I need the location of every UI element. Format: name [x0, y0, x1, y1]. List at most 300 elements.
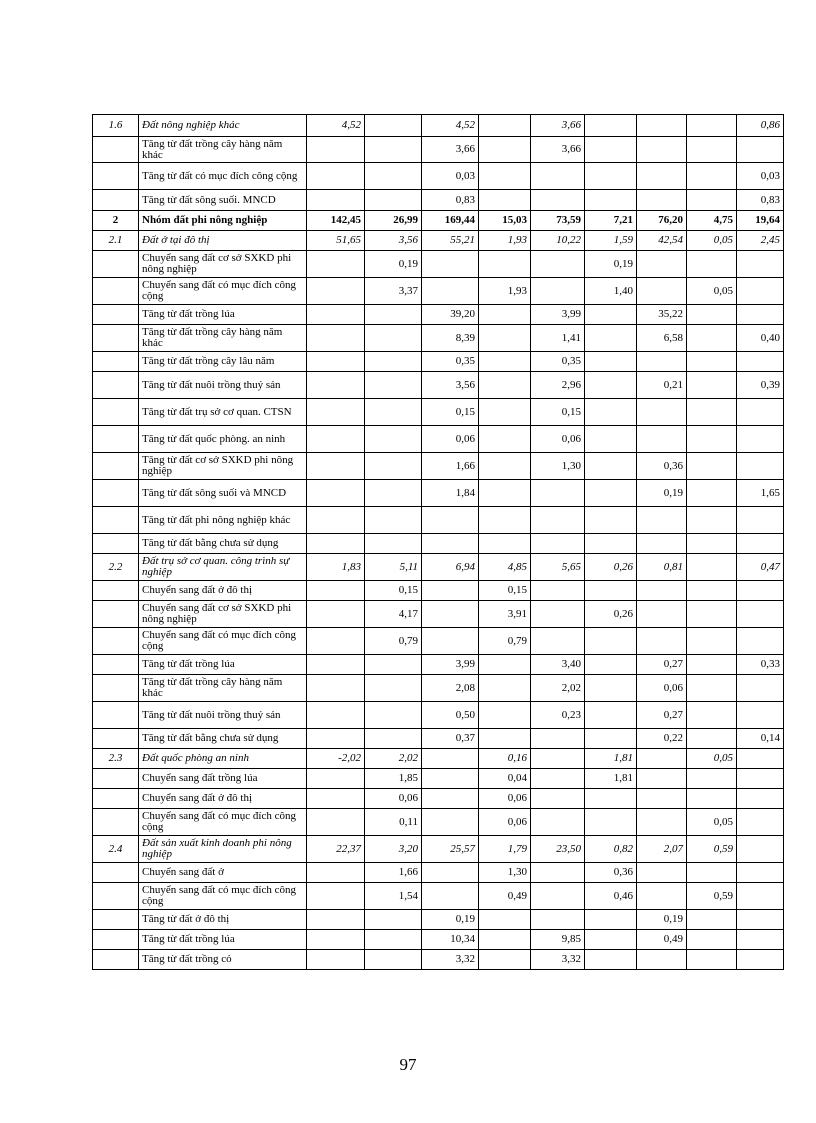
- value-cell: 1,54: [365, 883, 422, 910]
- value-cell: 0,79: [479, 628, 531, 655]
- value-cell: 0,49: [479, 883, 531, 910]
- value-cell: [737, 789, 784, 809]
- value-cell: [307, 769, 365, 789]
- value-cell: 6,58: [637, 325, 687, 352]
- row-label-cell: Chuyển sang đất ở đô thị: [139, 789, 307, 809]
- value-cell: 3,66: [422, 137, 479, 163]
- value-cell: [365, 702, 422, 729]
- row-label-cell: Tăng từ đất bằng chưa sử dụng: [139, 534, 307, 554]
- value-cell: 1,66: [365, 863, 422, 883]
- row-code-cell: [93, 930, 139, 950]
- value-cell: [737, 628, 784, 655]
- value-cell: 0,06: [422, 426, 479, 453]
- row-label-cell: Chuyển sang đất cơ sở SXKD phi nông nghiệp: [139, 601, 307, 628]
- value-cell: [687, 729, 737, 749]
- value-cell: [531, 628, 585, 655]
- table-row: [93, 836, 784, 863]
- value-cell: [307, 480, 365, 507]
- row-label-cell: Tăng từ đất nuôi trồng thuỷ sản: [139, 702, 307, 729]
- value-cell: [479, 115, 531, 137]
- value-cell: [479, 480, 531, 507]
- page-number: 97: [399, 1055, 417, 1074]
- value-cell: [307, 655, 365, 675]
- value-cell: 9,85: [531, 930, 585, 950]
- row-label-cell: Tăng từ đất sông suối và MNCD: [139, 480, 307, 507]
- row-label-cell: Tăng từ đất trồng cây hàng năm khác: [139, 137, 307, 163]
- value-cell: 3,66: [531, 137, 585, 163]
- value-cell: 5,11: [365, 554, 422, 581]
- value-cell: [737, 702, 784, 729]
- value-cell: [687, 305, 737, 325]
- value-cell: 1,40: [585, 278, 637, 305]
- value-cell: 0,06: [479, 789, 531, 809]
- value-cell: 6,94: [422, 554, 479, 581]
- value-cell: [737, 675, 784, 702]
- table-row: [93, 809, 784, 836]
- value-cell: [737, 305, 784, 325]
- value-cell: 0,79: [365, 628, 422, 655]
- value-cell: [307, 950, 365, 970]
- value-cell: [531, 910, 585, 930]
- value-cell: 1,30: [479, 863, 531, 883]
- value-cell: [637, 137, 687, 163]
- table-row: [93, 305, 784, 325]
- table-row: [93, 352, 784, 372]
- row-code-cell: [93, 950, 139, 970]
- value-cell: 25,57: [422, 836, 479, 863]
- value-cell: 3,56: [365, 231, 422, 251]
- value-cell: [737, 352, 784, 372]
- row-label-cell: Tăng từ đất cơ sở SXKD phi nông nghiệp: [139, 453, 307, 480]
- value-cell: [422, 507, 479, 534]
- row-code-cell: [93, 251, 139, 278]
- table-row: [93, 278, 784, 305]
- value-cell: [637, 809, 687, 836]
- value-cell: [737, 930, 784, 950]
- row-label-cell: Tăng từ đất trồng lúa: [139, 930, 307, 950]
- value-cell: 0,04: [479, 769, 531, 789]
- value-cell: [585, 325, 637, 352]
- value-cell: [479, 426, 531, 453]
- value-cell: [307, 325, 365, 352]
- table-row: [93, 507, 784, 534]
- value-cell: [531, 883, 585, 910]
- value-cell: 2,02: [365, 749, 422, 769]
- value-cell: 2,07: [637, 836, 687, 863]
- value-cell: [637, 163, 687, 190]
- row-code-cell: [93, 352, 139, 372]
- value-cell: [687, 930, 737, 950]
- row-code-cell: 1.6: [93, 115, 139, 137]
- row-label-cell: Chuyển sang đất ở đô thị: [139, 581, 307, 601]
- row-code-cell: 2: [93, 211, 139, 231]
- value-cell: [687, 480, 737, 507]
- value-cell: 0,06: [479, 809, 531, 836]
- row-label-cell: Tăng từ đất có mục đích công cộng: [139, 163, 307, 190]
- value-cell: 0,05: [687, 749, 737, 769]
- table-row: [93, 325, 784, 352]
- value-cell: 0,36: [585, 863, 637, 883]
- value-cell: [585, 480, 637, 507]
- value-cell: 3,99: [422, 655, 479, 675]
- value-cell: [307, 729, 365, 749]
- row-label-cell: Tăng từ đất sông suối. MNCD: [139, 190, 307, 211]
- value-cell: [422, 883, 479, 910]
- value-cell: 1,66: [422, 453, 479, 480]
- row-code-cell: [93, 789, 139, 809]
- row-code-cell: 2.1: [93, 231, 139, 251]
- value-cell: 0,82: [585, 836, 637, 863]
- value-cell: [737, 863, 784, 883]
- value-cell: 10,22: [531, 231, 585, 251]
- row-code-cell: 2.4: [93, 836, 139, 863]
- table-row: [93, 675, 784, 702]
- value-cell: 0,36: [637, 453, 687, 480]
- value-cell: [687, 163, 737, 190]
- value-cell: [365, 115, 422, 137]
- row-code-cell: [93, 628, 139, 655]
- value-cell: [585, 910, 637, 930]
- table-row: [93, 211, 784, 231]
- value-cell: 4,52: [307, 115, 365, 137]
- row-label-cell: Tăng từ đất ở đô thị: [139, 910, 307, 930]
- row-code-cell: [93, 137, 139, 163]
- value-cell: [531, 769, 585, 789]
- row-label-cell: Tăng từ đất trồng lúa: [139, 655, 307, 675]
- value-cell: [737, 137, 784, 163]
- value-cell: [637, 426, 687, 453]
- value-cell: 0,83: [737, 190, 784, 211]
- row-label-cell: Tăng từ đất bằng chưa sử dụng: [139, 729, 307, 749]
- table-row: [93, 749, 784, 769]
- table-row: [93, 883, 784, 910]
- row-code-cell: [93, 426, 139, 453]
- value-cell: [687, 352, 737, 372]
- value-cell: 1,93: [479, 278, 531, 305]
- value-cell: 23,50: [531, 836, 585, 863]
- value-cell: 0,83: [422, 190, 479, 211]
- value-cell: [307, 352, 365, 372]
- value-cell: [737, 426, 784, 453]
- value-cell: [737, 278, 784, 305]
- value-cell: [737, 581, 784, 601]
- value-cell: 4,85: [479, 554, 531, 581]
- value-cell: 0,26: [585, 601, 637, 628]
- row-code-cell: [93, 534, 139, 554]
- value-cell: [365, 534, 422, 554]
- value-cell: 0,05: [687, 231, 737, 251]
- value-cell: [531, 863, 585, 883]
- value-cell: [307, 628, 365, 655]
- value-cell: 3,40: [531, 655, 585, 675]
- value-cell: 1,93: [479, 231, 531, 251]
- row-label-cell: Nhóm đất phi nông nghiệp: [139, 211, 307, 231]
- value-cell: [585, 581, 637, 601]
- value-cell: [585, 702, 637, 729]
- value-cell: 0,39: [737, 372, 784, 399]
- value-cell: 142,45: [307, 211, 365, 231]
- value-cell: [687, 115, 737, 137]
- value-cell: 1,41: [531, 325, 585, 352]
- value-cell: 19,64: [737, 211, 784, 231]
- land-use-change-table: [92, 114, 784, 970]
- value-cell: [737, 453, 784, 480]
- value-cell: 0,37: [422, 729, 479, 749]
- row-code-cell: [93, 305, 139, 325]
- table-row: [93, 372, 784, 399]
- value-cell: [307, 426, 365, 453]
- value-cell: 1,59: [585, 231, 637, 251]
- value-cell: [531, 809, 585, 836]
- value-cell: 0,86: [737, 115, 784, 137]
- value-cell: [479, 352, 531, 372]
- value-cell: [422, 628, 479, 655]
- value-cell: [307, 137, 365, 163]
- value-cell: [585, 930, 637, 950]
- value-cell: 1,30: [531, 453, 585, 480]
- value-cell: 15,03: [479, 211, 531, 231]
- value-cell: 0,81: [637, 554, 687, 581]
- value-cell: 39,20: [422, 305, 479, 325]
- value-cell: 0,03: [422, 163, 479, 190]
- value-cell: [585, 137, 637, 163]
- value-cell: [585, 190, 637, 211]
- value-cell: 26,99: [365, 211, 422, 231]
- row-label-cell: Chuyển sang đất có mục đích công cộng: [139, 278, 307, 305]
- value-cell: [637, 534, 687, 554]
- row-code-cell: [93, 581, 139, 601]
- value-cell: 0,19: [365, 251, 422, 278]
- value-cell: 0,16: [479, 749, 531, 769]
- value-cell: [687, 655, 737, 675]
- value-cell: 3,56: [422, 372, 479, 399]
- row-label-cell: Chuyển sang đất có mục đích công cộng: [139, 883, 307, 910]
- table-row: [93, 251, 784, 278]
- value-cell: [687, 675, 737, 702]
- value-cell: [637, 883, 687, 910]
- value-cell: [422, 581, 479, 601]
- row-code-cell: [93, 601, 139, 628]
- value-cell: [585, 628, 637, 655]
- value-cell: 169,44: [422, 211, 479, 231]
- table-row: [93, 950, 784, 970]
- value-cell: [479, 950, 531, 970]
- value-cell: [479, 137, 531, 163]
- value-cell: [531, 480, 585, 507]
- value-cell: 0,05: [687, 809, 737, 836]
- row-label-cell: Tăng từ đất phi nông nghiệp khác: [139, 507, 307, 534]
- value-cell: 0,19: [585, 251, 637, 278]
- row-label-cell: Chuyển sang đất trồng lúa: [139, 769, 307, 789]
- value-cell: [585, 426, 637, 453]
- value-cell: [479, 325, 531, 352]
- value-cell: [479, 930, 531, 950]
- value-cell: [585, 534, 637, 554]
- value-cell: [307, 453, 365, 480]
- value-cell: 0,19: [637, 480, 687, 507]
- value-cell: [531, 507, 585, 534]
- value-cell: 2,96: [531, 372, 585, 399]
- value-cell: [585, 950, 637, 970]
- value-cell: [479, 729, 531, 749]
- row-code-cell: [93, 769, 139, 789]
- value-cell: 2,08: [422, 675, 479, 702]
- table-row: [93, 115, 784, 137]
- value-cell: [307, 581, 365, 601]
- value-cell: [365, 910, 422, 930]
- value-cell: [307, 702, 365, 729]
- value-cell: [737, 836, 784, 863]
- value-cell: 0,27: [637, 655, 687, 675]
- value-cell: 3,20: [365, 836, 422, 863]
- row-code-cell: [93, 163, 139, 190]
- value-cell: [307, 910, 365, 930]
- value-cell: [365, 950, 422, 970]
- row-label-cell: Tăng từ đất trồng cây lâu năm: [139, 352, 307, 372]
- value-cell: [737, 769, 784, 789]
- value-cell: [531, 789, 585, 809]
- value-cell: [687, 325, 737, 352]
- value-cell: 4,75: [687, 211, 737, 231]
- value-cell: [422, 251, 479, 278]
- value-cell: [637, 190, 687, 211]
- value-cell: [365, 729, 422, 749]
- value-cell: [307, 789, 365, 809]
- value-cell: 0,59: [687, 883, 737, 910]
- value-cell: [737, 507, 784, 534]
- value-cell: 0,26: [585, 554, 637, 581]
- table-row: [93, 554, 784, 581]
- table-row: [93, 480, 784, 507]
- value-cell: [737, 883, 784, 910]
- value-cell: 0,46: [585, 883, 637, 910]
- row-code-cell: [93, 883, 139, 910]
- value-cell: 0,35: [531, 352, 585, 372]
- value-cell: 5,65: [531, 554, 585, 581]
- row-label-cell: Đất quốc phòng an ninh: [139, 749, 307, 769]
- value-cell: [307, 251, 365, 278]
- value-cell: 8,39: [422, 325, 479, 352]
- table-row: [93, 702, 784, 729]
- value-cell: 0,50: [422, 702, 479, 729]
- value-cell: 0,19: [637, 910, 687, 930]
- value-cell: 0,14: [737, 729, 784, 749]
- value-cell: [422, 278, 479, 305]
- value-cell: 0,06: [531, 426, 585, 453]
- value-cell: 0,15: [531, 399, 585, 426]
- value-cell: [637, 628, 687, 655]
- value-cell: [687, 863, 737, 883]
- value-cell: [307, 163, 365, 190]
- value-cell: 35,22: [637, 305, 687, 325]
- value-cell: [687, 910, 737, 930]
- value-cell: [585, 655, 637, 675]
- value-cell: [585, 809, 637, 836]
- value-cell: [637, 950, 687, 970]
- value-cell: [531, 190, 585, 211]
- value-cell: [307, 601, 365, 628]
- row-code-cell: [93, 453, 139, 480]
- value-cell: 0,11: [365, 809, 422, 836]
- value-cell: [479, 163, 531, 190]
- row-code-cell: [93, 507, 139, 534]
- value-cell: [307, 372, 365, 399]
- value-cell: 0,06: [365, 789, 422, 809]
- value-cell: [365, 426, 422, 453]
- value-cell: [479, 372, 531, 399]
- table-row: [93, 910, 784, 930]
- value-cell: [637, 769, 687, 789]
- row-code-cell: [93, 325, 139, 352]
- table-row: [93, 930, 784, 950]
- value-cell: [637, 352, 687, 372]
- value-cell: [585, 352, 637, 372]
- table-row: [93, 426, 784, 453]
- table-row: [93, 769, 784, 789]
- value-cell: [365, 352, 422, 372]
- value-cell: 1,83: [307, 554, 365, 581]
- value-cell: [365, 305, 422, 325]
- row-label-cell: Chuyển sang đất ở: [139, 863, 307, 883]
- value-cell: 0,06: [637, 675, 687, 702]
- value-cell: [687, 581, 737, 601]
- value-cell: [365, 453, 422, 480]
- value-cell: [637, 251, 687, 278]
- value-cell: [637, 789, 687, 809]
- value-cell: 1,85: [365, 769, 422, 789]
- value-cell: 51,65: [307, 231, 365, 251]
- value-cell: [365, 137, 422, 163]
- value-cell: [687, 453, 737, 480]
- table-row: [93, 729, 784, 749]
- value-cell: [687, 534, 737, 554]
- value-cell: [365, 675, 422, 702]
- value-cell: 0,15: [365, 581, 422, 601]
- row-code-cell: [93, 190, 139, 211]
- value-cell: 55,21: [422, 231, 479, 251]
- row-label-cell: Tăng từ đất trồng cây hàng năm khác: [139, 325, 307, 352]
- value-cell: [531, 581, 585, 601]
- value-cell: [637, 749, 687, 769]
- value-cell: [365, 163, 422, 190]
- row-label-cell: Đất sản xuất kinh doanh phi nông nghiệp: [139, 836, 307, 863]
- value-cell: 4,17: [365, 601, 422, 628]
- value-cell: [422, 534, 479, 554]
- value-cell: [479, 305, 531, 325]
- table-row: [93, 534, 784, 554]
- row-code-cell: [93, 729, 139, 749]
- value-cell: [479, 655, 531, 675]
- row-code-cell: [93, 655, 139, 675]
- value-cell: [637, 581, 687, 601]
- value-cell: 0,35: [422, 352, 479, 372]
- table-row: [93, 863, 784, 883]
- value-cell: [585, 507, 637, 534]
- table-row: [93, 137, 784, 163]
- value-cell: 0,47: [737, 554, 784, 581]
- value-cell: 0,19: [422, 910, 479, 930]
- value-cell: [585, 115, 637, 137]
- value-cell: [687, 628, 737, 655]
- value-cell: 1,81: [585, 749, 637, 769]
- value-cell: [531, 749, 585, 769]
- value-cell: [531, 163, 585, 190]
- value-cell: [737, 809, 784, 836]
- value-cell: 0,15: [422, 399, 479, 426]
- value-cell: [307, 930, 365, 950]
- row-code-cell: [93, 910, 139, 930]
- value-cell: [637, 863, 687, 883]
